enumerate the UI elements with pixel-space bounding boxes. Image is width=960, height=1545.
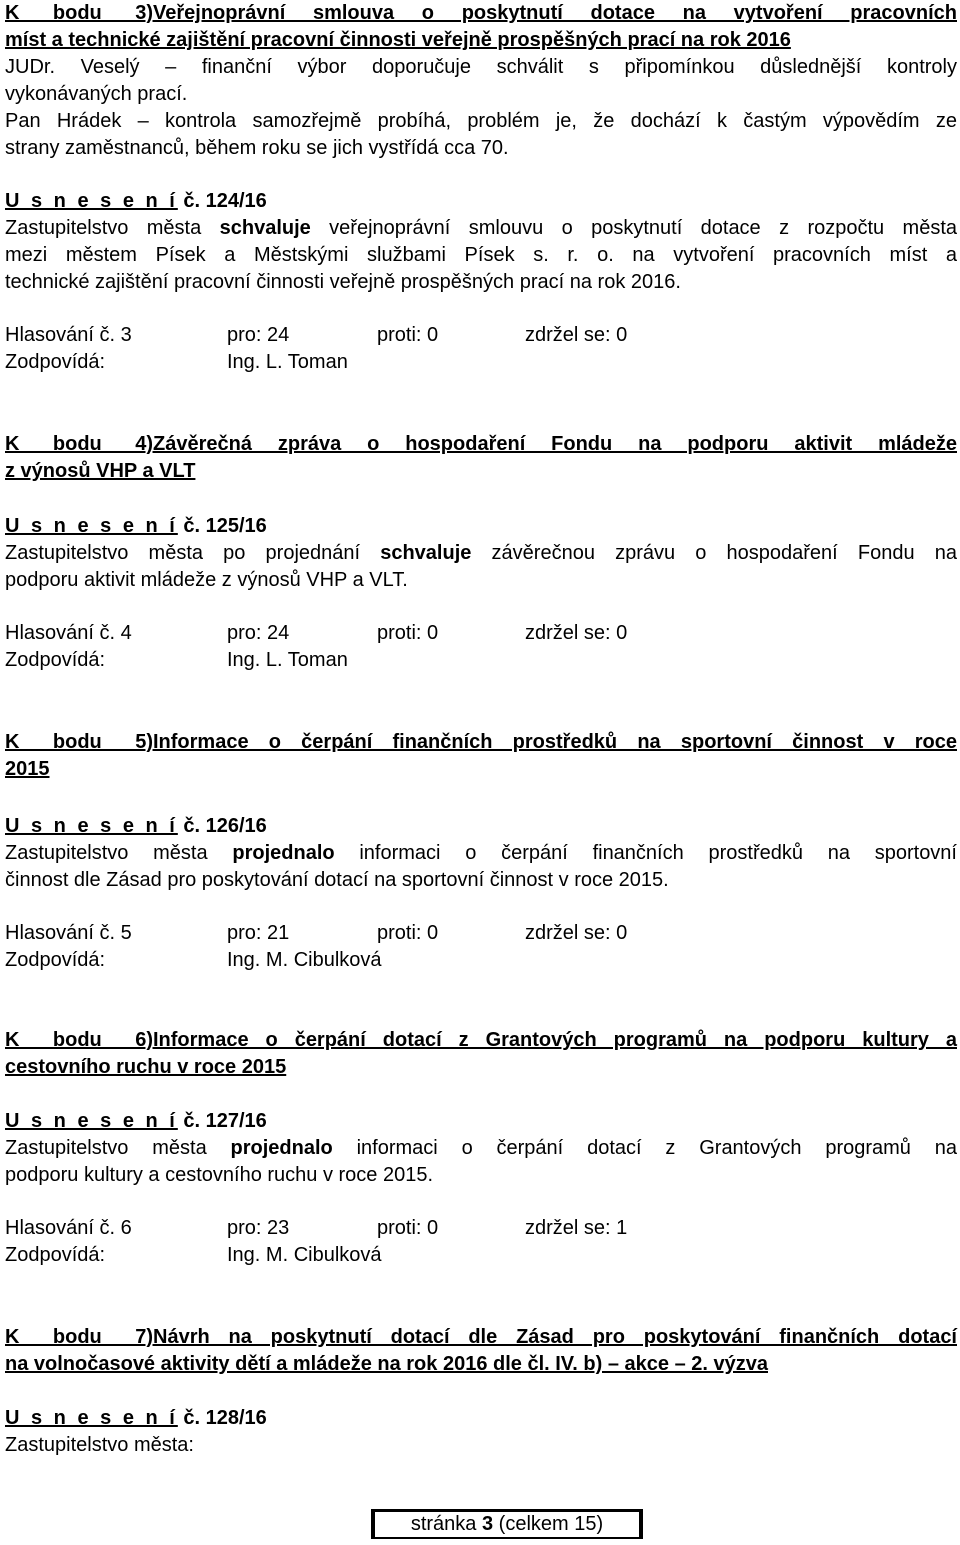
section-heading (5, 431, 957, 458)
vote-proti: proti: 0 (377, 1217, 439, 1239)
responsible-person: Ing. L. Toman (227, 351, 348, 373)
section-bod-6 (5, 1027, 957, 1269)
responsible-person: Ing. M. Cibulková (227, 949, 382, 971)
section-title: Informace o čerpání finančních prostředků na sportovní činnost v roce (153, 731, 957, 753)
resolution-verb: schvaluje (380, 542, 472, 564)
section-bod-4 (5, 431, 957, 674)
section-heading (5, 1027, 957, 1054)
vote-label: Hlasování č. 4 (5, 622, 132, 644)
vote-row (5, 322, 957, 349)
paragraph: JUDr. Veselý – finanční výbor doporučuje schválit s připomínkou důslednější kontroly (5, 56, 957, 78)
vote-label: Hlasování č. 5 (5, 922, 132, 944)
resolution-heading (5, 513, 957, 540)
section-title: Závěrečná zpráva o hospodaření Fondu na podporu aktivit mládeže (153, 433, 957, 455)
resolution-heading (5, 1108, 957, 1135)
resolution-label: U s n e s e n í (5, 190, 178, 212)
section-bod-5 (5, 729, 957, 974)
vote-zdrzel: zdržel se: 1 (525, 1217, 628, 1239)
section-title-cont: cestovního ruchu v roce 2015 (5, 1056, 287, 1078)
paragraph-cont: vykonávaných prací. (5, 83, 188, 105)
resolution-heading (5, 813, 957, 840)
section-heading-cont (5, 458, 957, 485)
responsible-row (5, 1242, 957, 1269)
resolution-number: č. 128/16 (177, 1407, 267, 1429)
paragraph-cont: strany zaměstnanců, během roku se jich vystřídá cca 70. (5, 137, 509, 159)
responsible-label: Zodpovídá: (5, 949, 106, 971)
section-heading-cont (5, 1351, 957, 1378)
vote-row (5, 920, 957, 947)
responsible-row (5, 947, 957, 974)
section-title-cont: míst a technické zajištění pracovní činnosti veřejně prospěšných prací na rok 2016 (5, 29, 791, 51)
vote-row (5, 1215, 957, 1242)
vote-row (5, 620, 957, 647)
resolution-number: č. 125/16 (177, 515, 267, 537)
resolution-text-cont: technické zajištění pracovní činnosti veřejně prospěšných prací na rok 2016. (5, 271, 681, 293)
vote-zdrzel: zdržel se: 0 (525, 324, 628, 346)
responsible-label: Zodpovídá: (5, 1244, 106, 1266)
section-bod-7 (5, 1324, 957, 1459)
resolution-text: Zastupitelstvo města po projednání schvaluje závěrečnou zprávu o hospodaření Fondu na (5, 542, 957, 564)
resolution-verb: schvaluje (219, 217, 311, 239)
vote-pro: pro: 24 (227, 324, 290, 346)
footer-page-number: 3 (482, 1513, 494, 1535)
vote-pro: pro: 21 (227, 922, 290, 944)
section-heading (5, 729, 957, 756)
vote-proti: proti: 0 (377, 622, 439, 644)
resolution-text-cont: činnost dle Zásad pro poskytování dotací na sportovní činnost v roce 2015. (5, 869, 669, 891)
vote-zdrzel: zdržel se: 0 (525, 622, 628, 644)
section-number: K bodu 4) (5, 433, 153, 455)
responsible-row (5, 647, 957, 674)
section-title-cont: z výnosů VHP a VLT (5, 460, 196, 482)
responsible-label: Zodpovídá: (5, 649, 106, 671)
page-footer (371, 1509, 643, 1539)
resolution-heading (5, 188, 957, 215)
section-heading-cont (5, 756, 957, 783)
section-heading (5, 1324, 957, 1351)
resolution-label: U s n e s e n í (5, 1407, 178, 1429)
resolution-label: U s n e s e n í (5, 515, 178, 537)
section-title: Návrh na poskytnutí dotací dle Zásad pro poskytování finančních dotací (153, 1326, 957, 1348)
resolution-text-cont: podporu aktivit mládeže z výnosů VHP a VLT. (5, 569, 408, 591)
resolution-text-cont: mezi městem Písek a Městskými službami Písek s. r. o. na vytvoření pracovních míst a (5, 244, 957, 266)
section-heading-cont (5, 1054, 957, 1081)
responsible-label: Zodpovídá: (5, 351, 106, 373)
vote-pro: pro: 23 (227, 1217, 290, 1239)
resolution-text-cont: podporu kultury a cestovního ruchu v roce 2015. (5, 1164, 434, 1186)
paragraph: Pan Hrádek – kontrola samozřejmě probíhá, problém je, že dochází k častým výpovědím ze (5, 110, 957, 132)
vote-proti: proti: 0 (377, 324, 439, 346)
resolution-text: Zastupitelstvo města: (5, 1434, 194, 1456)
section-title-cont: 2015 (5, 758, 50, 780)
section-bod-3 (5, 0, 957, 376)
vote-label: Hlasování č. 6 (5, 1217, 132, 1239)
resolution-label: U s n e s e n í (5, 1110, 178, 1132)
resolution-number: č. 127/16 (177, 1110, 267, 1132)
footer-suffix: (celkem 15) (493, 1513, 604, 1535)
resolution-heading (5, 1405, 957, 1432)
footer-prefix: stránka (410, 1513, 482, 1535)
vote-pro: pro: 24 (227, 622, 290, 644)
vote-proti: proti: 0 (377, 922, 439, 944)
section-title: Informace o čerpání dotací z Grantových programů na podporu kultury a (153, 1029, 957, 1051)
resolution-label: U s n e s e n í (5, 815, 178, 837)
responsible-person: Ing. L. Toman (227, 649, 348, 671)
responsible-person: Ing. M. Cibulková (227, 1244, 382, 1266)
section-title-cont: na volnočasové aktivity dětí a mládeže na rok 2016 dle čl. IV. b) – akce – 2. výzva (5, 1353, 768, 1375)
resolution-number: č. 124/16 (177, 190, 267, 212)
resolution-verb: projednalo (230, 1137, 333, 1159)
resolution-text: Zastupitelstvo města projednalo informaci o čerpání dotací z Grantových programů na (5, 1137, 957, 1159)
section-heading (5, 0, 957, 27)
responsible-row (5, 349, 957, 376)
vote-label: Hlasování č. 3 (5, 324, 132, 346)
document-page (5, 0, 957, 1459)
section-title: Veřejnoprávní smlouva o poskytnutí dotace na vytvoření pracovních (153, 2, 957, 24)
resolution-verb: projednalo (232, 842, 335, 864)
vote-zdrzel: zdržel se: 0 (525, 922, 628, 944)
section-heading-cont (5, 27, 957, 54)
section-number: K bodu 5) (5, 731, 153, 753)
resolution-text: Zastupitelstvo města projednalo informaci o čerpání finančních prostředků na sportovní (5, 842, 957, 864)
section-number: K bodu 7) (5, 1326, 153, 1348)
section-number: K bodu 6) (5, 1029, 153, 1051)
section-number: K bodu 3) (5, 2, 153, 24)
resolution-text: Zastupitelstvo města schvaluje veřejnoprávní smlouvu o poskytnutí dotace z rozpočtu města (5, 217, 957, 239)
resolution-number: č. 126/16 (177, 815, 267, 837)
